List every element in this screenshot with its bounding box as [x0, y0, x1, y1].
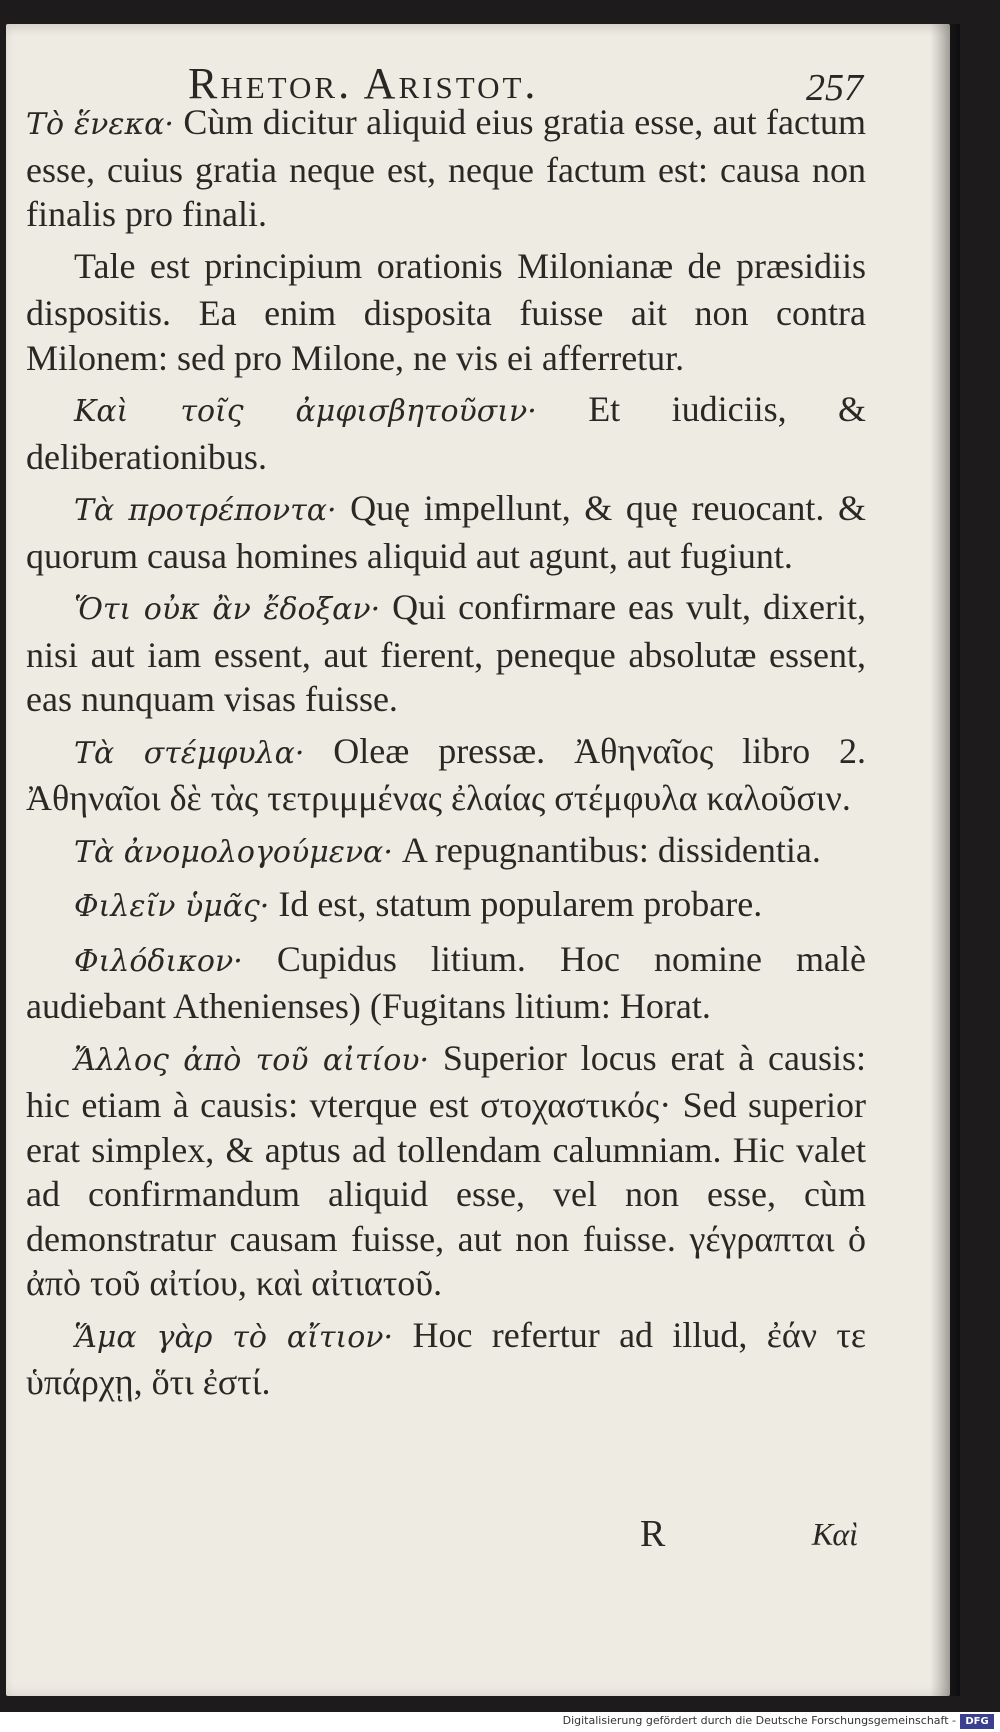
footer-bar — [0, 1712, 1000, 1732]
paragraph — [26, 937, 866, 1029]
latin-gloss: Qui confirmare eas vult, dixerit, nisi aut iam essent, aut fierent, peneque absolutæ essent, eas nunquam visas fuisse. — [26, 587, 866, 719]
latin-gloss: Quę impellunt, & quę reuocant. & quorum causa homines aliquid aut agunt, aut fugiunt. — [26, 488, 866, 576]
dfg-logo-icon: DFG — [960, 1714, 994, 1729]
latin-gloss: Oleæ pressæ. Ἀθηναῖος libro 2. Ἀθηναῖοι δὲ τὰς τετριμμένας ἐλαίας στέμφυλα καλοῦσιν. — [26, 730, 866, 818]
paragraph — [26, 882, 866, 930]
greek-lemma: Τὰ προτρέποντα· — [74, 493, 337, 528]
paragraph — [26, 1313, 866, 1405]
greek-lemma: Ἅμα γὰρ τὸ αἴτιον· — [74, 1319, 394, 1355]
paragraph — [26, 729, 866, 821]
greek-lemma: Καὶ τοῖς ἀμφισβητοῦσιν· — [74, 394, 537, 429]
paragraph — [26, 585, 866, 722]
greek-lemma: Τὸ ἕνεκα· — [26, 107, 174, 142]
greek-lemma: Τὰ στέμφυλα· — [74, 735, 305, 771]
catchword-line — [640, 1512, 880, 1562]
greek-lemma: Ἄλλος ἀπὸ τοῦ αἰτίου· — [74, 1042, 430, 1078]
latin-gloss: A repugnantibus: dissidentia. — [392, 829, 821, 870]
paragraph — [26, 486, 866, 578]
latin-gloss: Et iudiciis, & deliberationibus. — [26, 389, 866, 477]
paragraph — [26, 244, 866, 381]
latin-gloss: Superior locus erat à causis: hic etiam à causis: vterque est στοχαστικός· Sed superior erat simplex, & aptus ad tollendam calumniam. Hic valet ad confirmandum aliquid esse, vel non esse, cùm demonstratur causam fuisse, aut non fuisse. γέγραπται ὁ ἀπὸ τοῦ αἰτίου, καὶ αἰτιατοῦ. — [26, 1037, 867, 1303]
signature-mark: R — [640, 1513, 666, 1555]
latin-gloss: Hoc refertur ad illud, ἐάν τε ὑπάρχῃ, ὅτι ἐστί. — [26, 1314, 866, 1402]
greek-lemma: Φιλόδικον· — [74, 943, 243, 979]
paragraph — [26, 387, 866, 479]
page-edge-shadow — [930, 24, 960, 1696]
digitization-credit: Digitalisierung gefördert durch die Deutsche Forschungsgemeinschaft - — [562, 1714, 956, 1727]
greek-lemma: Ὅτι οὐκ ἂν ἔδοξαν· — [74, 592, 381, 627]
latin-gloss: Tale est principium orationis Milonianæ de præsidiis dispositis. Ea enim disposita fuisse ait non contra Milonem: sed pro Milone, ne vis ei afferretur. — [26, 245, 866, 378]
latin-gloss: Id est, statum popularem probare. — [269, 884, 763, 924]
paragraph — [26, 100, 866, 237]
body-text — [26, 100, 866, 1412]
page-number: 257 — [806, 67, 863, 109]
running-head: Rhetor. Aristot. — [188, 59, 539, 108]
catchword: Καὶ — [811, 1516, 858, 1552]
paragraph — [26, 828, 866, 876]
latin-gloss: Cupidus litium. Hoc nomine malè audiebant Athenienses) (Fugitans litium: Horat. — [26, 938, 866, 1026]
paragraph — [26, 1036, 866, 1306]
greek-lemma: Φιλεῖν ὑμᾶς· — [74, 889, 270, 924]
greek-lemma: Τὰ ἀνομολογούμενα· — [74, 834, 393, 870]
latin-gloss: Cùm dicitur aliquid eius gratia esse, aut factum esse, cuius gratia neque est, neque factum est: causa non finalis pro finali. — [26, 102, 866, 234]
